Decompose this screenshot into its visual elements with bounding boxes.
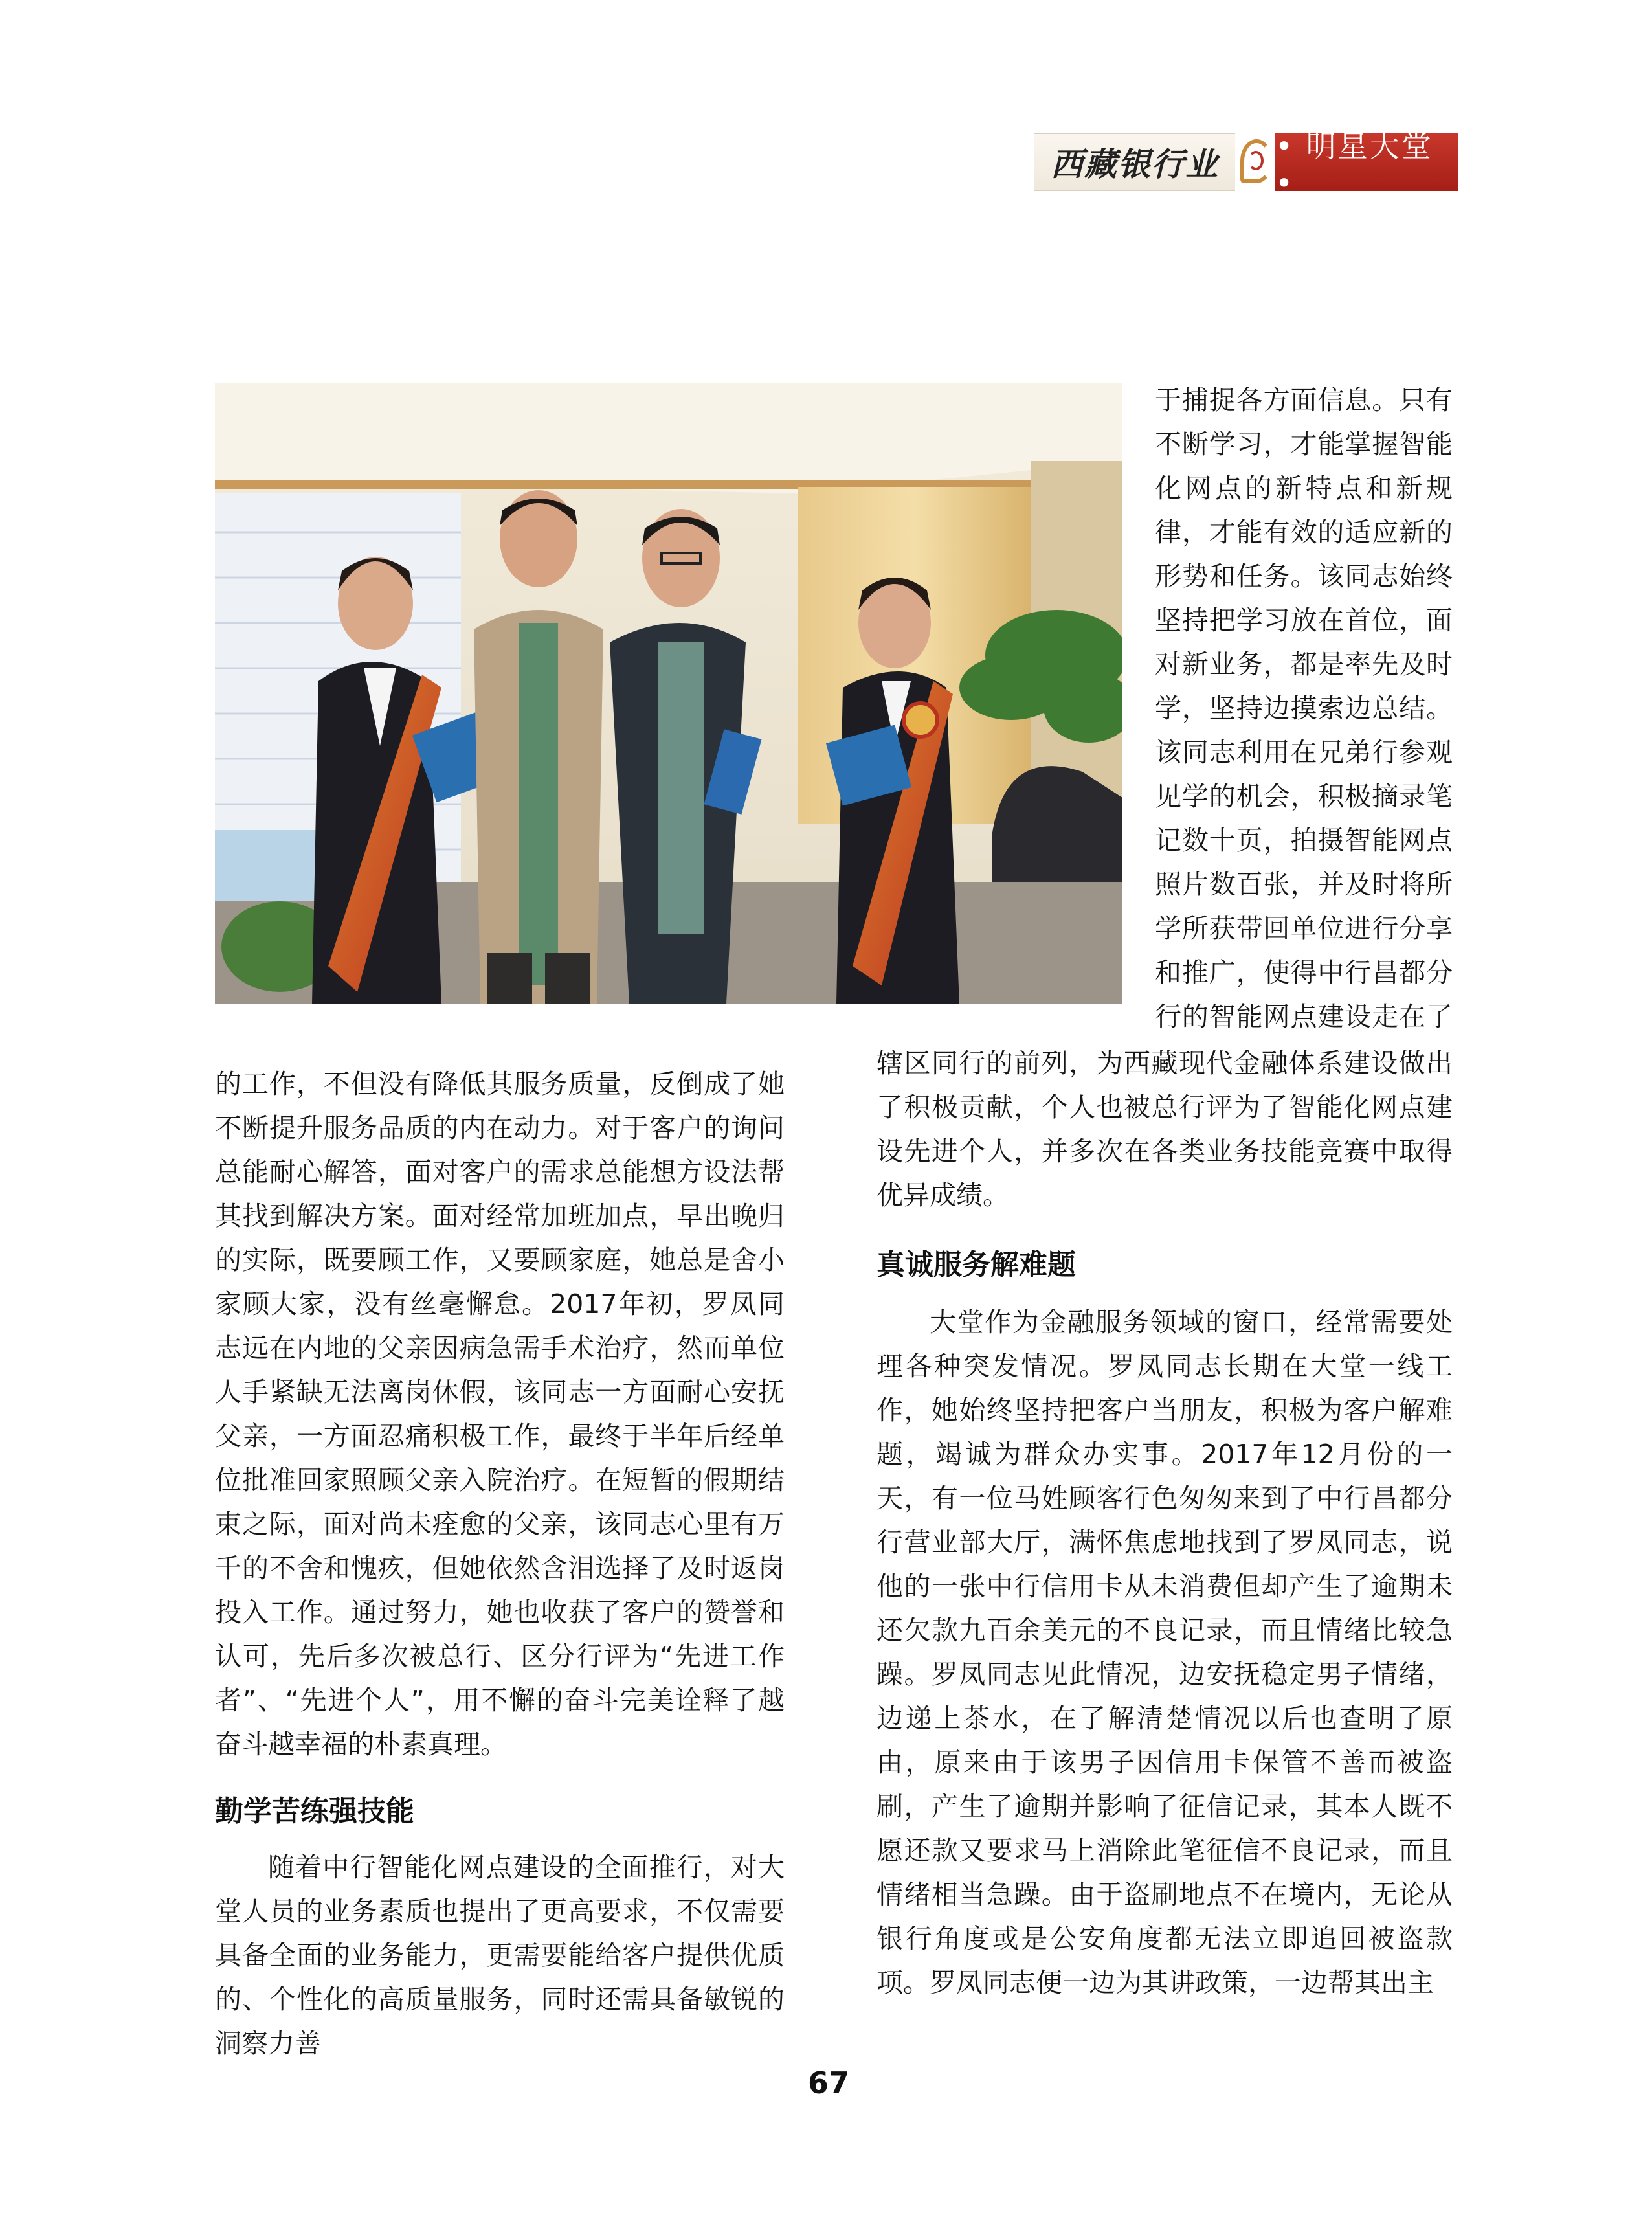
- photo-four-people: [215, 383, 1122, 1004]
- emblem-icon: [1235, 133, 1275, 191]
- side-line: 律，才能有效的适应新的: [1155, 517, 1453, 548]
- section-name: • 明星大堂 •: [1275, 133, 1458, 191]
- side-line: 对新业务，都是率先及时: [1155, 649, 1453, 680]
- magazine-header: [1034, 129, 1458, 201]
- section-heading-skills: 勤学苦练强技能: [215, 1795, 414, 1828]
- side-line: 学，坚持边摸索边总结。: [1155, 693, 1453, 724]
- right-paragraph-1: 辖区同行的前列，为西藏现代金融体系建设做出了积极贡献，个人也被总行评为了智能化网点建设先进个人，并多次在各类业务技能竞赛中取得优异成绩。: [876, 1048, 1453, 1211]
- side-line: 该同志利用在兄弟行参观: [1155, 737, 1453, 768]
- side-line: 见学的机会，积极摘录笔: [1155, 781, 1453, 812]
- side-line: 行的智能网点建设走在了: [1155, 1001, 1453, 1032]
- side-line: 化网点的新特点和新规: [1155, 473, 1453, 504]
- left-column: [215, 1062, 785, 2065]
- side-line: 坚持把学习放在首位，面: [1155, 605, 1453, 636]
- page-number: 67: [807, 2065, 849, 2100]
- right-paragraph-2: 大堂作为金融服务领域的窗口，经常需要处理各种突发情况。罗凤同志长期在大堂一线工作，她始终坚持把客户当朋友，积极为客户解难题，竭诚为群众办实事。2017年12月份的一天，有一位马姓顾客行色匆匆来到了中行昌都分行营业部大厅，满怀焦虑地找到了罗凤同志，说他的一张中行信用卡从未消费但却产生了逾期未还欠款九百余美元的不良记录，而且情绪比较急躁。罗凤同志见此情况，边安抚稳定男子情绪，边递上茶水，在了解清楚情况以后也查明了原由，原来由于该男子因信用卡保管不善而被盗刷，产生了逾期并影响了征信记录，其本人既不愿还款又要求马上消除此笔征信不良记录，而且情绪相当急躁。由于盗刷地点不在境内，无论从银行角度或是公安角度都无法立即追回被盗款项。罗凤同志便一边为其讲政策，一边帮其出主: [876, 1307, 1453, 1998]
- side-line: 记数十页，拍摄智能网点: [1155, 825, 1453, 856]
- side-column: [1155, 378, 1453, 1039]
- side-line: 不断学习，才能掌握智能: [1155, 429, 1453, 460]
- side-line: 形势和任务。该同志始终: [1155, 561, 1453, 592]
- right-column: [876, 1041, 1453, 2005]
- side-line: 学所获带回单位进行分享: [1155, 913, 1453, 944]
- section-heading-service: 真诚服务解难题: [876, 1248, 1076, 1281]
- side-line: 和推广，使得中行昌都分: [1155, 957, 1453, 988]
- magazine-name: 西藏银行业: [1034, 133, 1235, 191]
- side-line: 于捕捉各方面信息。只有: [1155, 385, 1453, 416]
- side-line: 照片数百张，并及时将所: [1155, 869, 1453, 900]
- left-paragraph-2: 随着中行智能化网点建设的全面推行，对大堂人员的业务素质也提出了更高要求，不仅需要具备全面的业务能力，更需要能给客户提供优质的、个性化的高质量服务，同时还需具备敏锐的洞察力善: [215, 1852, 785, 2059]
- left-paragraph-1: 的工作，不但没有降低其服务质量，反倒成了她不断提升服务品质的内在动力。对于客户的询问总能耐心解答，面对客户的需求总能想方设法帮其找到解决方案。面对经常加班加点，早出晚归的实际，既要顾工作，又要顾家庭，她总是舍小家顾大家，没有丝毫懈怠。2017年初，罗凤同志远在内地的父亲因病急需手术治疗，然而单位人手紧缺无法离岗休假，该同志一方面耐心安抚父亲，一方面忍痛积极工作，最终于半年后经单位批准回家照顾父亲入院治疗。在短暂的假期结束之际，面对尚未痊愈的父亲，该同志心里有万千的不舍和愧疚，但她依然含泪选择了及时返岗投入工作。通过努力，她也收获了客户的赞誉和认可，先后多次被总行、区分行评为“先进工作者”、“先进个人”，用不懈的奋斗完美诠释了越奋斗越幸福的朴素真理。: [215, 1068, 785, 1760]
